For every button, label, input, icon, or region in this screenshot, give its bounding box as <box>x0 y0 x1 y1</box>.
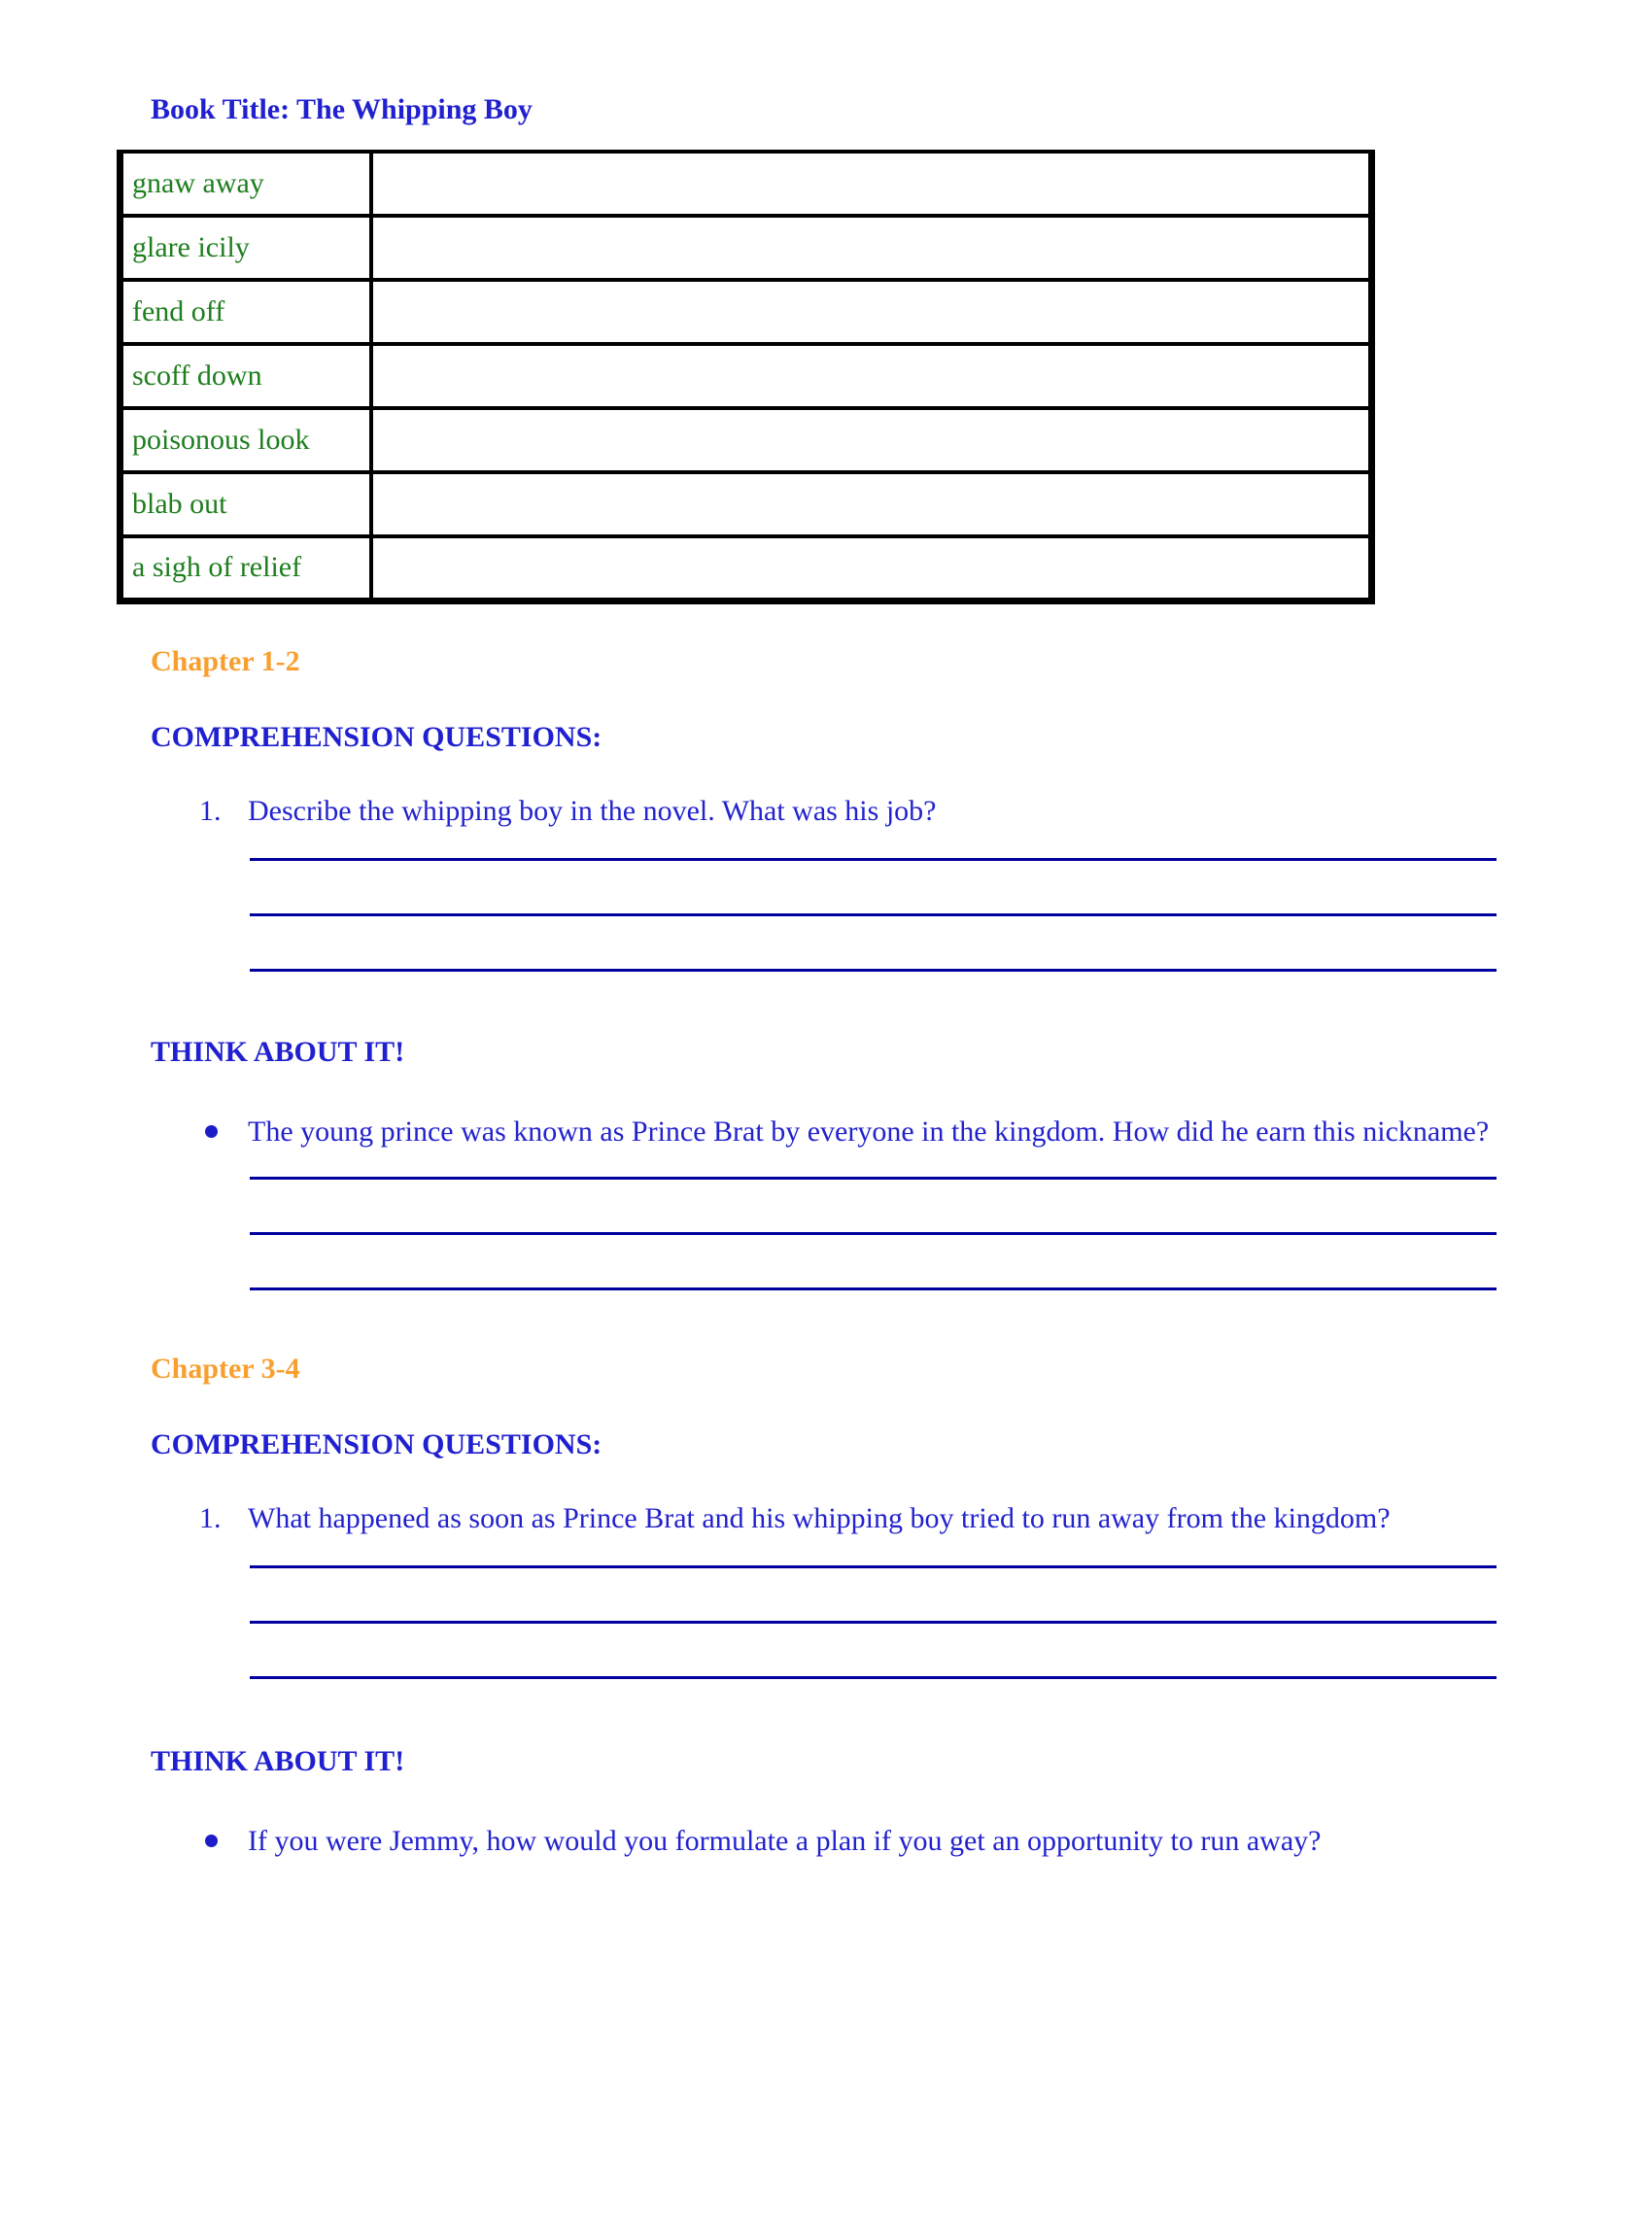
vocab-row <box>120 152 1372 216</box>
vocab-term: a sigh of relief <box>120 536 371 601</box>
chapter-section-1-2 <box>0 645 1652 1290</box>
chapter-heading: Chapter 3-4 <box>151 1352 300 1385</box>
question-item <box>199 1500 1652 1536</box>
vocab-term: poisonous look <box>120 408 371 472</box>
answer-lines <box>250 1177 1497 1290</box>
vocab-term: gnaw away <box>120 152 371 216</box>
vocab-term: blab out <box>120 472 371 536</box>
vocab-definition-cell <box>371 344 1372 408</box>
think-prompt-text: The young prince was known as Prince Brat by everyone in the kingdom. How did he earn this nickname? <box>248 1115 1490 1148</box>
bullet-icon <box>205 1835 218 1847</box>
question-item <box>199 793 1652 829</box>
vocab-row <box>120 536 1372 601</box>
comprehension-heading: COMPREHENSION QUESTIONS: <box>151 720 602 753</box>
chapter-heading: Chapter 1-2 <box>151 644 300 677</box>
comprehension-heading: COMPREHENSION QUESTIONS: <box>151 1427 602 1460</box>
answer-line <box>250 1676 1497 1679</box>
question-number: 1. <box>199 794 222 827</box>
think-heading: THINK ABOUT IT! <box>151 1744 405 1777</box>
answer-line <box>250 858 1497 861</box>
vocab-definition-cell <box>371 408 1372 472</box>
think-prompt-item <box>199 1114 1652 1150</box>
answer-line <box>250 1565 1497 1568</box>
vocab-definition-cell <box>371 536 1372 601</box>
think-heading: THINK ABOUT IT! <box>151 1035 405 1068</box>
vocab-definition-cell <box>371 216 1372 280</box>
worksheet-page <box>0 93 1652 2231</box>
question-text: What happened as soon as Prince Brat and his whipping boy tried to run away from the kingdom? <box>248 1501 1391 1534</box>
vocab-term: fend off <box>120 280 371 344</box>
answer-line <box>250 1287 1497 1290</box>
bullet-icon <box>205 1125 218 1138</box>
question-text: Describe the whipping boy in the novel. What was his job? <box>248 794 937 827</box>
chapter-section-3-4 <box>0 1353 1652 1859</box>
book-title: Book Title: The Whipping Boy <box>151 93 533 125</box>
vocab-term: glare icily <box>120 216 371 280</box>
think-prompt-item <box>199 1823 1652 1859</box>
vocab-row <box>120 280 1372 344</box>
vocab-term: scoff down <box>120 344 371 408</box>
answer-lines <box>250 1565 1497 1679</box>
answer-line <box>250 1232 1497 1235</box>
answer-line <box>250 913 1497 916</box>
answer-lines <box>250 858 1497 972</box>
vocab-definition-cell <box>371 280 1372 344</box>
vocab-row <box>120 216 1372 280</box>
answer-line <box>250 1621 1497 1624</box>
vocab-row <box>120 408 1372 472</box>
think-prompt-text: If you were Jemmy, how would you formulate a plan if you get an opportunity to run away? <box>248 1824 1322 1857</box>
vocab-definition-cell <box>371 152 1372 216</box>
question-number: 1. <box>199 1501 222 1534</box>
vocab-row <box>120 344 1372 408</box>
vocabulary-table <box>117 150 1375 604</box>
answer-line <box>250 1177 1497 1180</box>
vocab-definition-cell <box>371 472 1372 536</box>
vocab-row <box>120 472 1372 536</box>
answer-line <box>250 969 1497 972</box>
